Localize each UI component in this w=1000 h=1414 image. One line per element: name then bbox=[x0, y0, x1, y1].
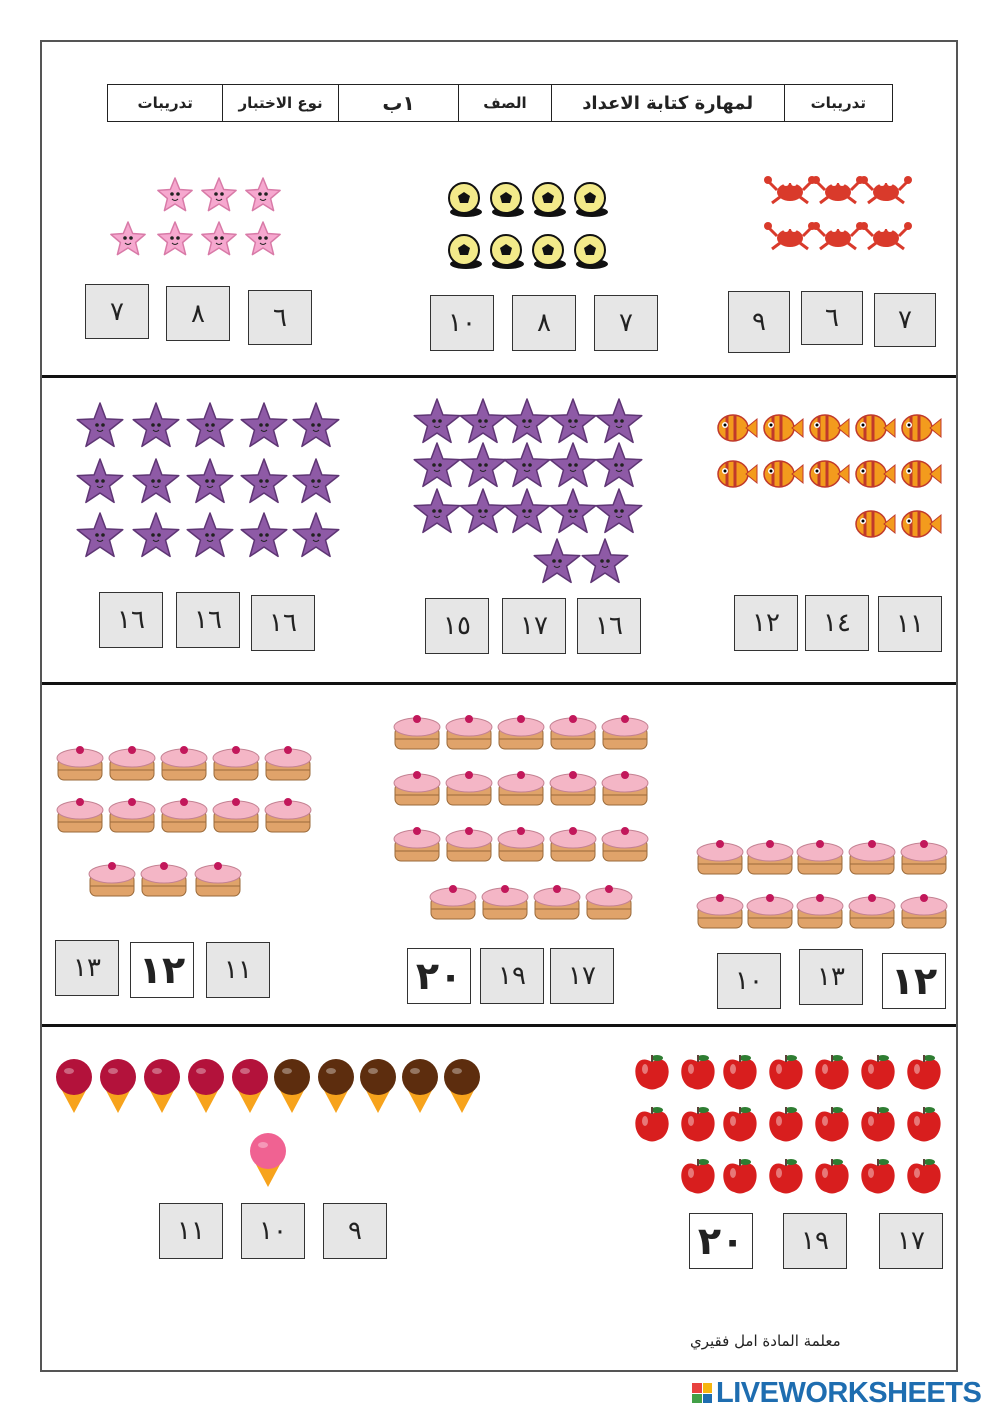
cake-picture-group bbox=[690, 830, 955, 940]
purple-starfish-icon bbox=[187, 513, 233, 556]
purple-starfish-icon bbox=[414, 399, 460, 442]
soccer-ball-icon bbox=[491, 235, 524, 269]
soccer-ball-icon bbox=[491, 183, 524, 217]
purple-starfish-icon bbox=[550, 489, 596, 532]
answer-option-icecream-2[interactable]: ١٠ bbox=[241, 1203, 305, 1259]
purple-starfish-icon bbox=[438, 509, 442, 513]
cake-icon bbox=[498, 715, 544, 749]
answer-option-cakes13-2[interactable]: ١٢ bbox=[130, 942, 194, 998]
purple-starfish-icon bbox=[101, 479, 105, 483]
purple-starfish-icon bbox=[522, 463, 526, 467]
ice-cream-icon bbox=[250, 1133, 286, 1187]
cake-icon bbox=[602, 771, 648, 805]
header-cell-exercises-right: تدريبات bbox=[810, 94, 866, 112]
cake-icon bbox=[901, 894, 947, 928]
header-cell-class-label: الصف bbox=[459, 85, 552, 121]
purple-starfish-icon bbox=[438, 419, 442, 423]
pink-starfish-icon bbox=[170, 236, 174, 240]
purple-starfish-icon bbox=[211, 423, 215, 427]
purple-starfish-icon bbox=[133, 513, 179, 556]
cake-icon bbox=[602, 715, 648, 749]
fish-icon bbox=[718, 415, 757, 441]
answer-option-crabs-1[interactable]: ٧ bbox=[874, 293, 936, 347]
fish-icon bbox=[764, 461, 803, 487]
purple-starfish-icon bbox=[101, 423, 105, 427]
pink-starfish-icon bbox=[202, 178, 236, 211]
answer-option-cakes20-1[interactable]: ١٧ bbox=[550, 948, 614, 1004]
purple-starfish-icon bbox=[550, 399, 596, 442]
cake-icon bbox=[849, 894, 895, 928]
cake-icon bbox=[797, 840, 843, 874]
purple-starfish-icon bbox=[478, 509, 482, 513]
cake-icon bbox=[901, 840, 947, 874]
pink-starfish-icon bbox=[129, 236, 133, 240]
purple-starfish-icon bbox=[157, 533, 161, 537]
answer-option-starfish15-1[interactable]: ١٦ bbox=[251, 595, 315, 651]
apple-icon bbox=[723, 1107, 756, 1142]
purple-starfish-icon bbox=[558, 559, 562, 563]
purple-starfish-icon bbox=[293, 459, 339, 502]
answer-option-fish-3[interactable]: ١٢ bbox=[734, 595, 798, 651]
fish-icon bbox=[764, 415, 803, 441]
purple-starfish-icon bbox=[265, 533, 269, 537]
section-divider bbox=[42, 1024, 956, 1027]
answer-option-fish-1[interactable]: ١١ bbox=[878, 596, 942, 652]
cake-icon bbox=[602, 827, 648, 861]
purple-starfish-icon bbox=[484, 509, 488, 513]
cake-icon bbox=[213, 746, 259, 780]
cake-icon bbox=[161, 798, 207, 832]
worksheet-header-table bbox=[107, 84, 893, 122]
apple-icon bbox=[907, 1107, 940, 1142]
apple-icon bbox=[769, 1107, 802, 1142]
purple-starfish-icon bbox=[484, 463, 488, 467]
purple-starfish-icon bbox=[211, 479, 215, 483]
answer-option-cakes13-1[interactable]: ١١ bbox=[206, 942, 270, 998]
header-cell-test-type: نوع الاختبار bbox=[223, 85, 338, 121]
purple-starfish-icon bbox=[504, 399, 550, 442]
cake-icon bbox=[550, 827, 596, 861]
crab-icon bbox=[860, 176, 912, 203]
purple-starfish-icon bbox=[460, 443, 506, 486]
apple-icon bbox=[861, 1159, 894, 1194]
purple-starfish-icon bbox=[317, 533, 321, 537]
apple-icon bbox=[635, 1107, 668, 1142]
purple-starfish-icon bbox=[77, 459, 123, 502]
cake-icon bbox=[747, 840, 793, 874]
cake-icon bbox=[430, 885, 476, 919]
purple-starfish-icon bbox=[620, 509, 624, 513]
cake-icon bbox=[394, 827, 440, 861]
purple-starfish-icon bbox=[293, 513, 339, 556]
header-cell-skill-title: لمهارة كتابة الاعداد bbox=[552, 85, 785, 121]
apple-icon bbox=[815, 1055, 848, 1090]
fish-icon bbox=[810, 415, 849, 441]
liveworksheets-logo-icon bbox=[692, 1383, 712, 1403]
soccer-ball-icon bbox=[449, 183, 482, 217]
purple-starfish-icon bbox=[528, 509, 532, 513]
soccer-ball-icon bbox=[533, 183, 566, 217]
cake-icon bbox=[57, 798, 103, 832]
soccer-ball-icon bbox=[533, 235, 566, 269]
apple-icon bbox=[681, 1055, 714, 1090]
purple-starfish-icon bbox=[600, 559, 604, 563]
purple-starfish-icon bbox=[568, 509, 572, 513]
soccer-ball-picture-group bbox=[440, 172, 630, 282]
purple-starfish-icon bbox=[317, 479, 321, 483]
pink-starfish-icon bbox=[214, 192, 218, 196]
fish-icon bbox=[856, 461, 895, 487]
answer-option-starfish15-2[interactable]: ١٦ bbox=[176, 592, 240, 648]
apple-icon bbox=[769, 1159, 802, 1194]
purple-starfish-icon bbox=[460, 489, 506, 532]
purple-starfish-icon bbox=[95, 533, 99, 537]
cake-icon bbox=[849, 840, 895, 874]
apple-icon bbox=[723, 1055, 756, 1090]
pink-starfish-icon bbox=[214, 236, 218, 240]
cake-icon bbox=[141, 862, 187, 896]
cake-icon bbox=[89, 862, 135, 896]
purple-starfish-icon bbox=[205, 479, 209, 483]
pink-starfish-icon bbox=[264, 192, 268, 196]
apple-icon bbox=[769, 1055, 802, 1090]
ice-cream-icon bbox=[56, 1059, 92, 1113]
ice-cream-icon bbox=[318, 1059, 354, 1113]
answer-option-cakes20-2[interactable]: ١٩ bbox=[480, 948, 544, 1004]
cake-icon bbox=[498, 771, 544, 805]
answer-option-balls-3[interactable]: ١٠ bbox=[430, 295, 494, 351]
purple-starfish-icon bbox=[534, 539, 580, 582]
purple-starfish-icon bbox=[438, 463, 442, 467]
ice-cream-picture-group bbox=[48, 1055, 488, 1205]
purple-starfish-icon bbox=[432, 419, 436, 423]
apple-icon bbox=[723, 1159, 756, 1194]
purple-starfish-icon bbox=[317, 423, 321, 427]
cake-icon bbox=[550, 771, 596, 805]
pink-starfish-icon bbox=[170, 192, 174, 196]
answer-option-cakes10-2[interactable]: ١٣ bbox=[799, 949, 863, 1005]
purple-starfish-icon bbox=[133, 403, 179, 446]
answer-option-icecream-3[interactable]: ١١ bbox=[159, 1203, 223, 1259]
pink-starfish-icon bbox=[111, 222, 145, 255]
pink-starfish-picture-group bbox=[100, 170, 300, 270]
purple-starfish-icon bbox=[432, 463, 436, 467]
fish-icon bbox=[856, 511, 895, 537]
answer-option-pinkstars-2[interactable]: ٨ bbox=[166, 286, 230, 341]
apple-picture-group bbox=[628, 1044, 950, 1204]
purple-starfish-icon bbox=[95, 479, 99, 483]
purple-starfish-icon bbox=[596, 399, 642, 442]
pink-starfish-icon bbox=[246, 178, 280, 211]
pink-starfish-icon bbox=[158, 178, 192, 211]
apple-icon bbox=[861, 1055, 894, 1090]
pink-starfish-icon bbox=[264, 236, 268, 240]
crab-icon bbox=[860, 222, 912, 249]
fish-icon bbox=[902, 461, 941, 487]
answer-option-starfish17-2[interactable]: ١٧ bbox=[502, 598, 566, 654]
purple-starfish-icon bbox=[205, 533, 209, 537]
answer-option-cakes10-3[interactable]: ١٠ bbox=[717, 953, 781, 1009]
answer-option-balls-2[interactable]: ٨ bbox=[512, 295, 576, 351]
purple-starfish-icon bbox=[484, 419, 488, 423]
answer-option-pinkstars-3[interactable]: ٧ bbox=[85, 284, 149, 339]
apple-icon bbox=[681, 1159, 714, 1194]
purple-starfish-icon bbox=[77, 403, 123, 446]
purple-starfish-icon bbox=[568, 463, 572, 467]
purple-starfish-icon bbox=[550, 443, 596, 486]
answer-option-crabs-3[interactable]: ٩ bbox=[728, 291, 790, 353]
cake-icon bbox=[109, 746, 155, 780]
crab-icon bbox=[812, 176, 864, 203]
crab-icon bbox=[764, 222, 816, 249]
fish-icon bbox=[902, 511, 941, 537]
purple-starfish-icon bbox=[614, 419, 618, 423]
answer-option-pinkstars-1[interactable]: ٦ bbox=[248, 290, 312, 345]
pink-starfish-icon bbox=[158, 222, 192, 255]
cake-picture-group bbox=[385, 705, 660, 935]
section-divider bbox=[42, 375, 956, 378]
purple-starfish-icon bbox=[620, 419, 624, 423]
cake-icon bbox=[213, 798, 259, 832]
purple-starfish-picture-group bbox=[405, 395, 655, 595]
fish-icon bbox=[810, 461, 849, 487]
cake-icon bbox=[265, 746, 311, 780]
purple-starfish-icon bbox=[101, 533, 105, 537]
purple-starfish-icon bbox=[574, 419, 578, 423]
purple-starfish-icon bbox=[311, 479, 315, 483]
purple-starfish-icon bbox=[432, 509, 436, 513]
cake-icon bbox=[482, 885, 528, 919]
purple-starfish-icon bbox=[522, 509, 526, 513]
purple-starfish-icon bbox=[211, 533, 215, 537]
ice-cream-icon bbox=[144, 1059, 180, 1113]
cake-icon bbox=[195, 862, 241, 896]
answer-option-apples-1[interactable]: ١٧ bbox=[879, 1213, 943, 1269]
pink-starfish-icon bbox=[123, 236, 127, 240]
apple-icon bbox=[635, 1055, 668, 1090]
apple-icon bbox=[907, 1159, 940, 1194]
apple-icon bbox=[815, 1159, 848, 1194]
answer-option-cakes20-3[interactable]: ٢٠ bbox=[407, 948, 471, 1004]
pink-starfish-icon bbox=[258, 236, 262, 240]
purple-starfish-icon bbox=[311, 533, 315, 537]
cake-icon bbox=[697, 840, 743, 874]
apple-icon bbox=[681, 1107, 714, 1142]
pink-starfish-icon bbox=[202, 222, 236, 255]
purple-starfish-icon bbox=[95, 423, 99, 427]
cake-icon bbox=[797, 894, 843, 928]
purple-starfish-icon bbox=[241, 403, 287, 446]
answer-option-starfish17-1[interactable]: ١٦ bbox=[577, 598, 641, 654]
liveworksheets-brand-text: LIVEWORKSHEETS bbox=[716, 1376, 982, 1409]
purple-starfish-icon bbox=[522, 419, 526, 423]
purple-starfish-icon bbox=[504, 443, 550, 486]
purple-starfish-icon bbox=[528, 463, 532, 467]
purple-starfish-icon bbox=[606, 559, 610, 563]
answer-option-fish-2[interactable]: ١٤ bbox=[805, 595, 869, 651]
purple-starfish-icon bbox=[151, 479, 155, 483]
answer-option-starfish15-3[interactable]: ١٦ bbox=[99, 592, 163, 648]
purple-starfish-icon bbox=[265, 479, 269, 483]
purple-starfish-icon bbox=[157, 423, 161, 427]
cake-icon bbox=[57, 746, 103, 780]
crab-icon bbox=[764, 176, 816, 203]
purple-starfish-icon bbox=[414, 443, 460, 486]
pink-starfish-icon bbox=[246, 222, 280, 255]
section-divider bbox=[42, 682, 956, 685]
answer-option-cakes10-1[interactable]: ١٢ bbox=[882, 953, 946, 1009]
answer-option-apples-2[interactable]: ١٩ bbox=[783, 1213, 847, 1269]
answer-option-apples-3[interactable]: ٢٠ bbox=[689, 1213, 753, 1269]
purple-starfish-icon bbox=[414, 489, 460, 532]
purple-starfish-icon bbox=[582, 539, 628, 582]
ice-cream-icon bbox=[100, 1059, 136, 1113]
pink-starfish-icon bbox=[258, 192, 262, 196]
purple-starfish-icon bbox=[552, 559, 556, 563]
purple-starfish-icon bbox=[311, 423, 315, 427]
cake-icon bbox=[446, 827, 492, 861]
purple-starfish-icon bbox=[133, 459, 179, 502]
soccer-ball-icon bbox=[575, 183, 608, 217]
cake-icon bbox=[446, 771, 492, 805]
answer-option-icecream-1[interactable]: ٩ bbox=[323, 1203, 387, 1259]
purple-starfish-icon bbox=[187, 459, 233, 502]
purple-starfish-icon bbox=[187, 403, 233, 446]
answer-option-crabs-2[interactable]: ٦ bbox=[801, 291, 863, 345]
cake-icon bbox=[265, 798, 311, 832]
fish-icon bbox=[856, 415, 895, 441]
apple-icon bbox=[815, 1107, 848, 1142]
purple-starfish-icon bbox=[504, 489, 550, 532]
purple-starfish-icon bbox=[241, 513, 287, 556]
purple-starfish-icon bbox=[528, 419, 532, 423]
purple-starfish-icon bbox=[596, 489, 642, 532]
answer-option-balls-1[interactable]: ٧ bbox=[594, 295, 658, 351]
pink-starfish-icon bbox=[220, 192, 224, 196]
purple-starfish-icon bbox=[241, 459, 287, 502]
header-cell-class-value: ١ب bbox=[339, 85, 459, 121]
purple-starfish-icon bbox=[460, 399, 506, 442]
ice-cream-icon bbox=[188, 1059, 224, 1113]
purple-starfish-icon bbox=[574, 463, 578, 467]
cake-icon bbox=[394, 771, 440, 805]
cake-picture-group bbox=[48, 738, 318, 908]
header-cell-exercises-left: تدريبات bbox=[108, 85, 223, 121]
cake-icon bbox=[586, 885, 632, 919]
purple-starfish-icon bbox=[265, 423, 269, 427]
purple-starfish-icon bbox=[596, 443, 642, 486]
answer-option-cakes13-3[interactable]: ١٣ bbox=[55, 940, 119, 996]
purple-starfish-icon bbox=[259, 533, 263, 537]
apple-icon bbox=[907, 1055, 940, 1090]
ice-cream-icon bbox=[444, 1059, 480, 1113]
purple-starfish-icon bbox=[205, 423, 209, 427]
purple-starfish-icon bbox=[568, 419, 572, 423]
cake-icon bbox=[109, 798, 155, 832]
soccer-ball-icon bbox=[449, 235, 482, 269]
purple-starfish-icon bbox=[620, 463, 624, 467]
purple-starfish-icon bbox=[478, 463, 482, 467]
purple-starfish-icon bbox=[77, 513, 123, 556]
fish-picture-group bbox=[705, 400, 950, 550]
fish-icon bbox=[902, 415, 941, 441]
apple-icon bbox=[861, 1107, 894, 1142]
purple-starfish-icon bbox=[614, 509, 618, 513]
cake-icon bbox=[446, 715, 492, 749]
cake-icon bbox=[550, 715, 596, 749]
purple-starfish-icon bbox=[259, 479, 263, 483]
crab-picture-group bbox=[762, 168, 922, 268]
purple-starfish-picture-group bbox=[60, 395, 350, 570]
soccer-ball-icon bbox=[575, 235, 608, 269]
cake-icon bbox=[161, 746, 207, 780]
purple-starfish-icon bbox=[614, 463, 618, 467]
cake-icon bbox=[697, 894, 743, 928]
pink-starfish-icon bbox=[220, 236, 224, 240]
purple-starfish-icon bbox=[151, 533, 155, 537]
answer-option-starfish17-3[interactable]: ١٥ bbox=[425, 598, 489, 654]
fish-icon bbox=[718, 461, 757, 487]
purple-starfish-icon bbox=[151, 423, 155, 427]
ice-cream-icon bbox=[232, 1059, 268, 1113]
crab-icon bbox=[812, 222, 864, 249]
purple-starfish-icon bbox=[478, 419, 482, 423]
ice-cream-icon bbox=[274, 1059, 310, 1113]
teacher-signature: معلمة المادة امل فقيري bbox=[690, 1332, 841, 1350]
purple-starfish-icon bbox=[293, 403, 339, 446]
purple-starfish-icon bbox=[259, 423, 263, 427]
pink-starfish-icon bbox=[176, 236, 180, 240]
purple-starfish-icon bbox=[574, 509, 578, 513]
cake-icon bbox=[534, 885, 580, 919]
pink-starfish-icon bbox=[176, 192, 180, 196]
cake-icon bbox=[394, 715, 440, 749]
liveworksheets-logo bbox=[692, 1376, 981, 1410]
ice-cream-icon bbox=[402, 1059, 438, 1113]
cake-icon bbox=[747, 894, 793, 928]
ice-cream-icon bbox=[360, 1059, 396, 1113]
cake-icon bbox=[498, 827, 544, 861]
purple-starfish-icon bbox=[157, 479, 161, 483]
